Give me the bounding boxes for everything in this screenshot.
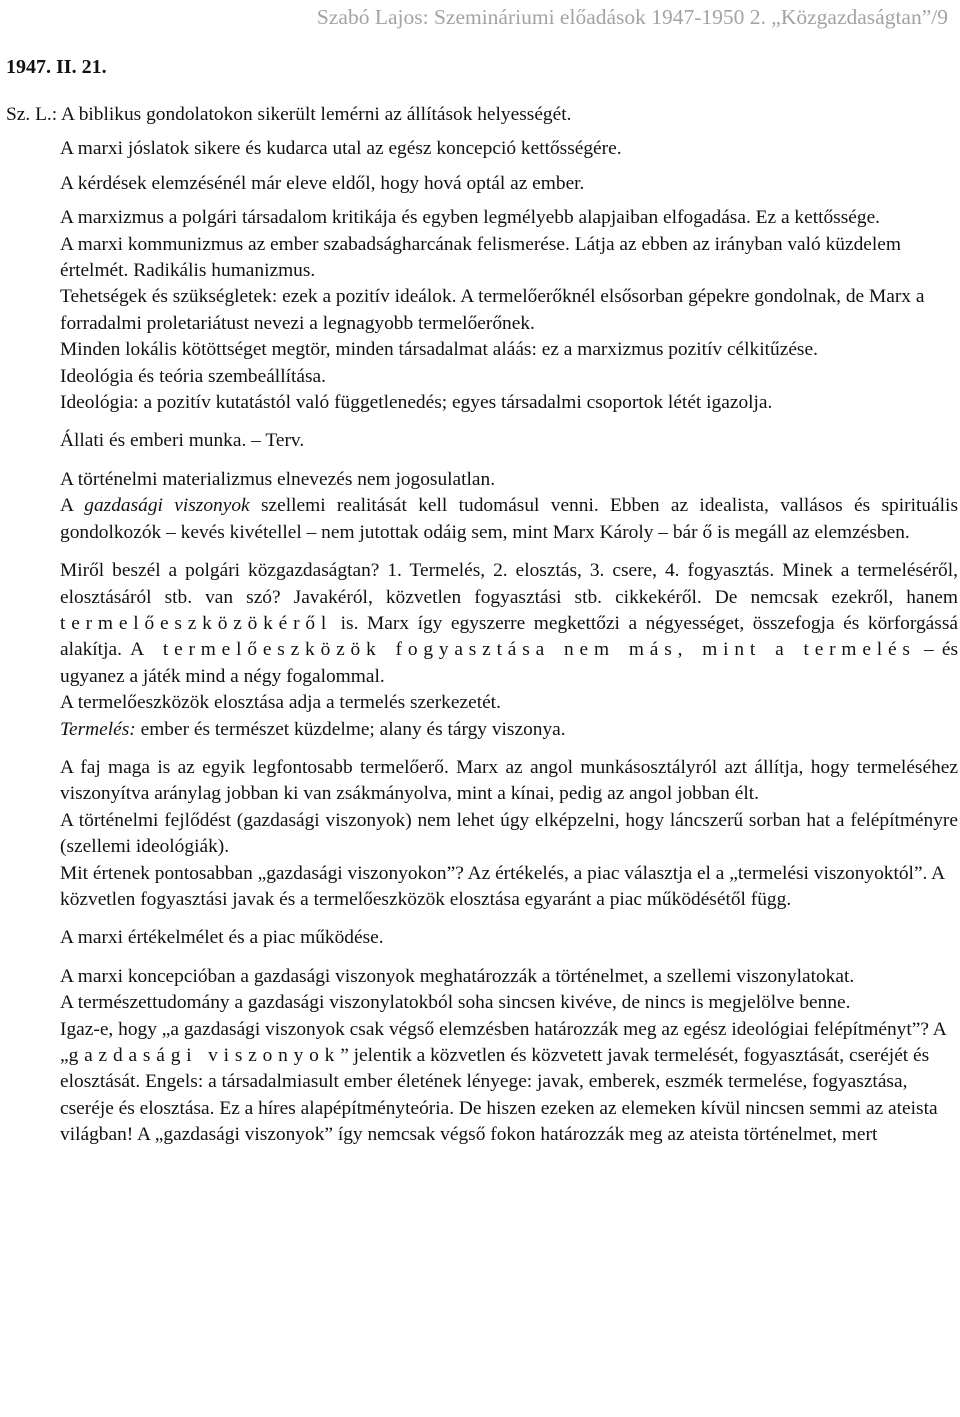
paragraph: A történelmi fejlődést (gazdasági viszonyok) nem lehet úgy elképzelni, hogy láncszerű sorban hat a felépítményre (szellemi ideológiák). [60, 809, 958, 858]
spaced-emphasis: gazdasági viszonyok [68, 1045, 341, 1066]
paragraph: Állati és emberi munka. – Terv. [60, 430, 305, 452]
emphasis: gazdasági viszonyok [84, 495, 250, 517]
running-header: Szabó Lajos: Szemináriumi előadások 1947-1950 2. „Közgazdaságtan”/9 [316, 5, 948, 29]
paragraph: A kérdések elemzésénél már eleve eldől, hogy hová optál az ember. [60, 172, 585, 194]
paragraph: Miről beszél a polgári közgazdaságtan? 1. Termelés, 2. elosztás, 3. csere, 4. fogyasztás. Minek a termeléséről, elosztásáról stb. van szó? Javakéról, közvetlen fogyasztási stb. cikkekéről. De nemcsak ezekről, hanem termelőeszközökéről is. Marx így egyszerre megkettőzi a négyességet, összefogja és körforgássá alakítja. A termelőeszközök fogyasztása nem más, mint a termelés – és ugyanez a játék mind a négy fogalommal. [60, 560, 958, 687]
speaker-initials: Sz. L. [6, 104, 52, 125]
emphasis: Termelés: [60, 718, 136, 740]
spaced-emphasis: termelőeszközökéről [60, 612, 333, 634]
paragraph: A termelőeszközök elosztása adja a termelés szerkezetét. [60, 692, 501, 714]
paragraph: Ideológia: a pozitív kutatástól való függetlenedés; egyes társadalmi csoportok létét igazolja. [60, 392, 773, 414]
paragraph: Mit értenek pontosabban „gazdasági viszonyokon”? Az értékelés, a piac választja el a „termelési viszonyoktól”. A közvetlen fogyasztási javak és a termelőeszközök elosztása egyaránt a piac működésétől függ. [60, 862, 945, 910]
paragraph: Ideológia és teória szembeállítása. [60, 365, 326, 387]
paragraph: A marxi értékelmélet és a piac működése. [60, 927, 384, 949]
paragraph: A marxizmus a polgári társadalom kritikája és egyben legmélyebb alapjaiban elfogadása. Ez a kettőssége. [60, 207, 881, 229]
paragraph-speaker-intro [6, 102, 958, 128]
session-date: 1947. II. 21. [6, 56, 107, 78]
document-body [6, 102, 958, 1149]
paragraph: A marxi jóslatok sikere és kudarca utal az egész koncepció kettősségére. [60, 138, 622, 160]
paragraph: A marxi koncepcióban a gazdasági viszonyok meghatározzák a történelmet, a szellemi viszonylatokat. [60, 965, 855, 987]
speaker-statement: : A biblikus gondolatokon sikerült lemérni az állítások helyességét. [51, 104, 572, 125]
paragraph: A történelmi materializmus elnevezés nem jogosulatlan. [60, 468, 496, 490]
paragraph: Termelés: ember és természet küzdelme; alany és tárgy viszonya. [60, 718, 566, 740]
paragraph: Igaz-e, hogy „a gazdasági viszonyok csak végső elemzésben határozzák meg az egész ideológiai felépítményt”? A „gazdasági viszonyok” jelentik a közvetlen és közvetett javak termelését, fogyasztását, cseréjét és elosztását. Engels: a társadalmiasult ember életének lényege: javak, emberek, eszmék termelése, fogyasztása, cseréje és elosztása. Ez a híres alapépítményteória. De hiszen ezeken az elemeken kívül nincsen semmi az ateista világban! A „gazdasági viszonyok” így nemcsak végső fokon határozzák meg az ateista történelmet, mert [60, 1018, 946, 1146]
spaced-emphasis: A termelőeszközök fogyasztása nem más, mint a termelés [130, 639, 916, 661]
paragraph: A faj maga is az egyik legfontosabb termelőerő. Marx az angol munkásosztályról azt állítja, hogy termeléséhez viszonyítva aránylag jobban ki van zsákmányolva, mint a kínai, pedig az angol jobban élt. [60, 756, 958, 805]
paragraph: A természettudomány a gazdasági viszonylatokból soha sincsen kivéve, de nincs is megjelölve benne. [60, 992, 851, 1014]
paragraph: A gazdasági viszonyok szellemi realitását kell tudomásul venni. Ebben az idealista, vallásos és spirituális gondolkozók – kevés kivétellel – nem jutottak odáig sem, mint Marx Károly – bár ő is megáll az elemzésben. [60, 495, 958, 543]
paragraph: Tehetségek és szükségletek: ezek a pozitív ideálok. A termelőerőknél elsősorban gépekre gondolnak, de Marx a forradalmi proletariátust nevezi a legnagyobb termelőerőnek. [60, 286, 925, 334]
paragraph: Minden lokális kötöttséget megtör, minden társadalmat aláás: ez a marxizmus pozitív célkitűzése. [60, 339, 818, 361]
paragraph: A marxi kommunizmus az ember szabadságharcának felismerése. Látja az ebben az irányban való küzdelem értelmét. Radikális humanizmus. [60, 233, 901, 282]
